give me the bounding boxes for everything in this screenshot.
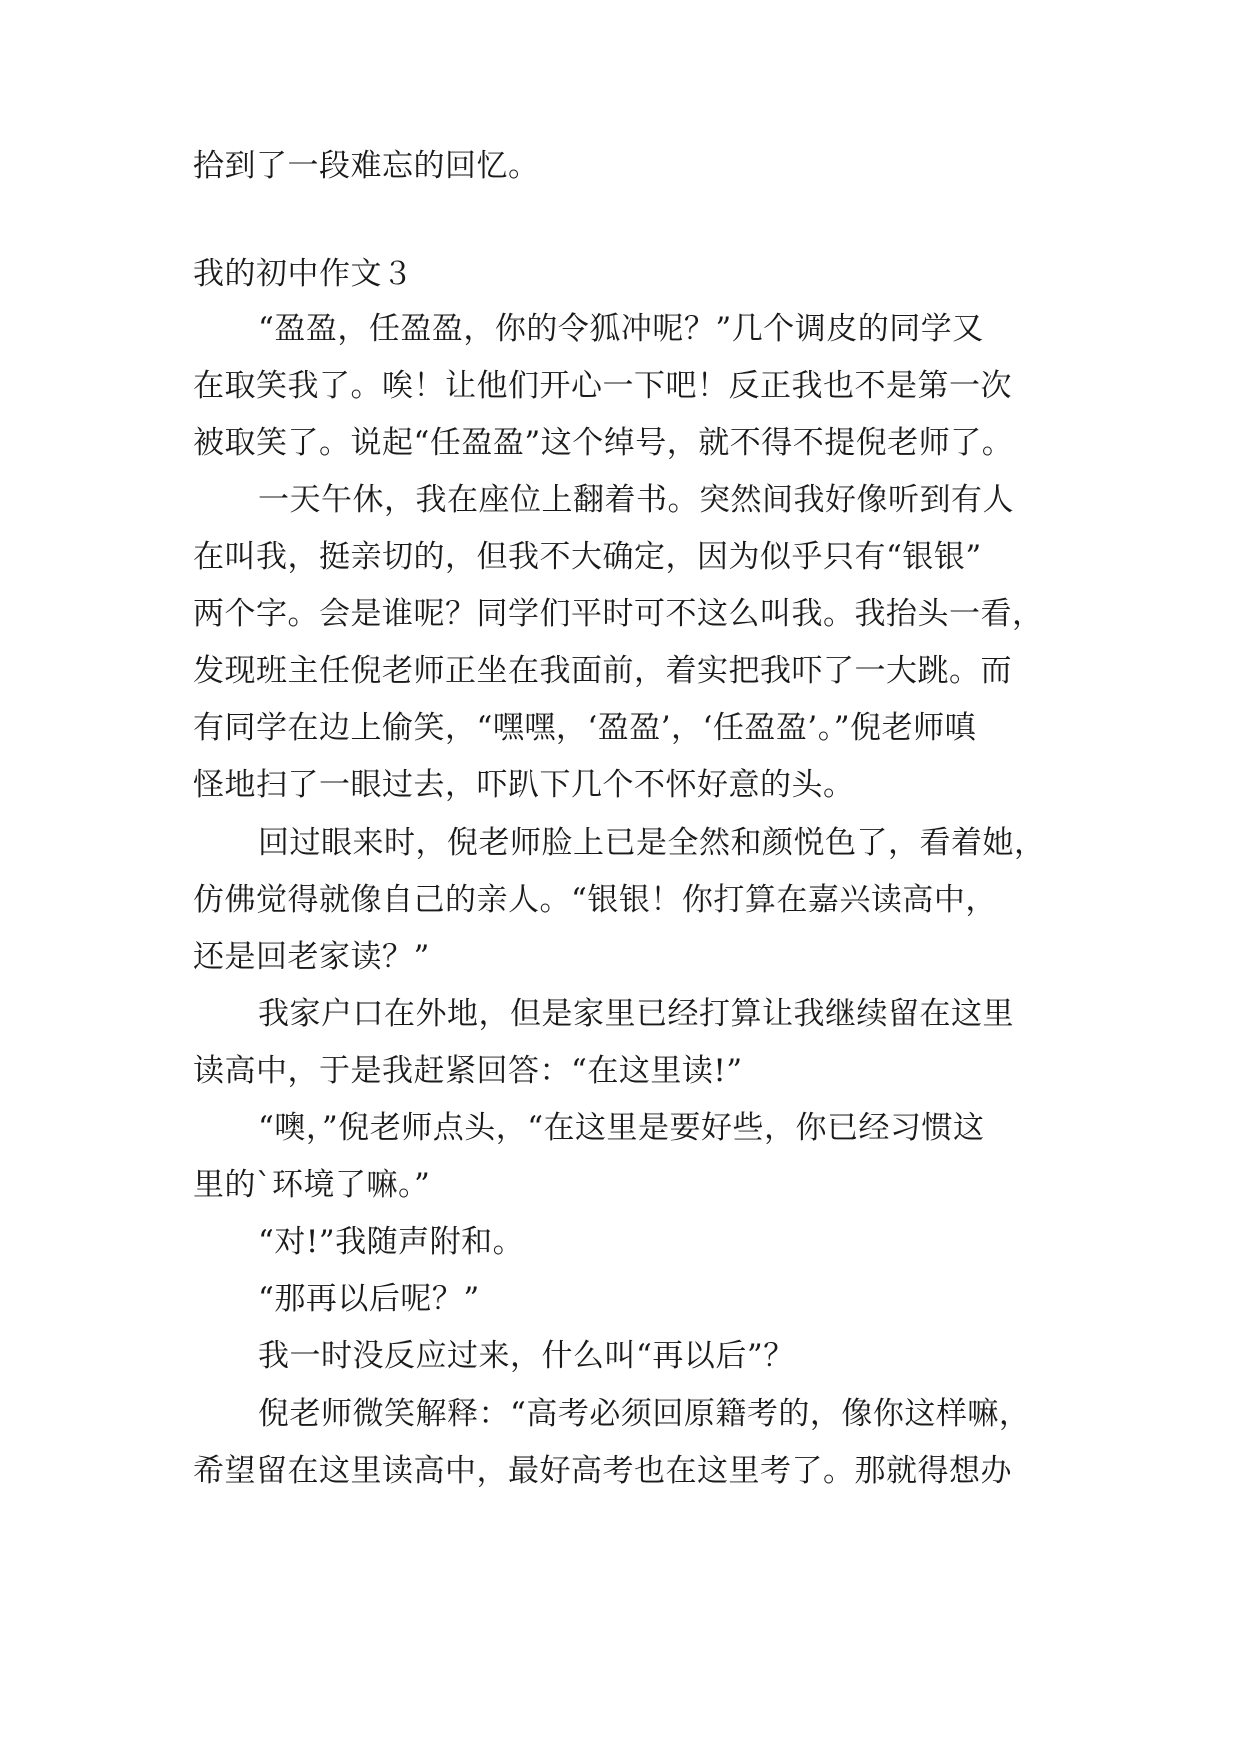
text-line: 发现班主任倪老师正坐在我面前，着实把我吓了一大跳。而 [193, 653, 1012, 689]
text-line: 回过眼来时，倪老师脸上已是全然和颜悦色了，看着她， [258, 825, 1046, 861]
text-line: 我家户口在外地，但是家里已经打算让我继续留在这里 [258, 996, 1014, 1032]
essay-title: 我的初中作文３ [193, 256, 414, 292]
text-line: 被取笑了。说起“任盈盈”这个绰号，就不得不提倪老师了。 [193, 425, 1014, 461]
text-line: “盈盈，任盈盈，你的令狐冲呢？”几个调皮的同学又 [258, 311, 984, 347]
text-line: 两个字。会是谁呢？同学们平时可不这么叫我。我抬头一看， [193, 596, 1044, 632]
text-line: 还是回老家读？” [193, 939, 430, 975]
text-line: 我一时没反应过来，什么叫“再以后”？ [258, 1338, 795, 1374]
text-line: 里的`环境了嘛。” [193, 1167, 431, 1203]
text-line: 仿佛觉得就像自己的亲人。“银银！你打算在嘉兴读高中， [193, 882, 997, 918]
text-line: 拾到了一段难忘的回忆。 [193, 148, 540, 184]
text-line: 有同学在边上偷笑，“嘿嘿，‘盈盈’，‘任盈盈’。”倪老师嗔 [193, 710, 977, 746]
text-line: 读高中，于是我赶紧回答：“在这里读!” [193, 1053, 743, 1089]
text-line: “噢，”倪老师点头，“在这里是要好些，你已经习惯这 [258, 1110, 985, 1146]
text-line: 在取笑我了。唉！让他们开心一下吧！反正我也不是第一次 [193, 368, 1012, 404]
text-line: “对!”我随声附和。 [258, 1224, 525, 1260]
text-line: 一天午休，我在座位上翻着书。突然间我好像听到有人 [258, 482, 1014, 518]
text-line: 在叫我，挺亲切的，但我不大确定，因为似乎只有“银银” [193, 539, 982, 575]
text-line: 怪地扫了一眼过去，吓趴下几个不怀好意的头。 [193, 767, 855, 803]
text-line: “那再以后呢？” [258, 1281, 480, 1317]
text-line: 倪老师微笑解释：“高考必须回原籍考的，像你这样嘛， [258, 1396, 1031, 1432]
text-line: 希望留在这里读高中，最好高考也在这里考了。那就得想办 [193, 1453, 1012, 1489]
